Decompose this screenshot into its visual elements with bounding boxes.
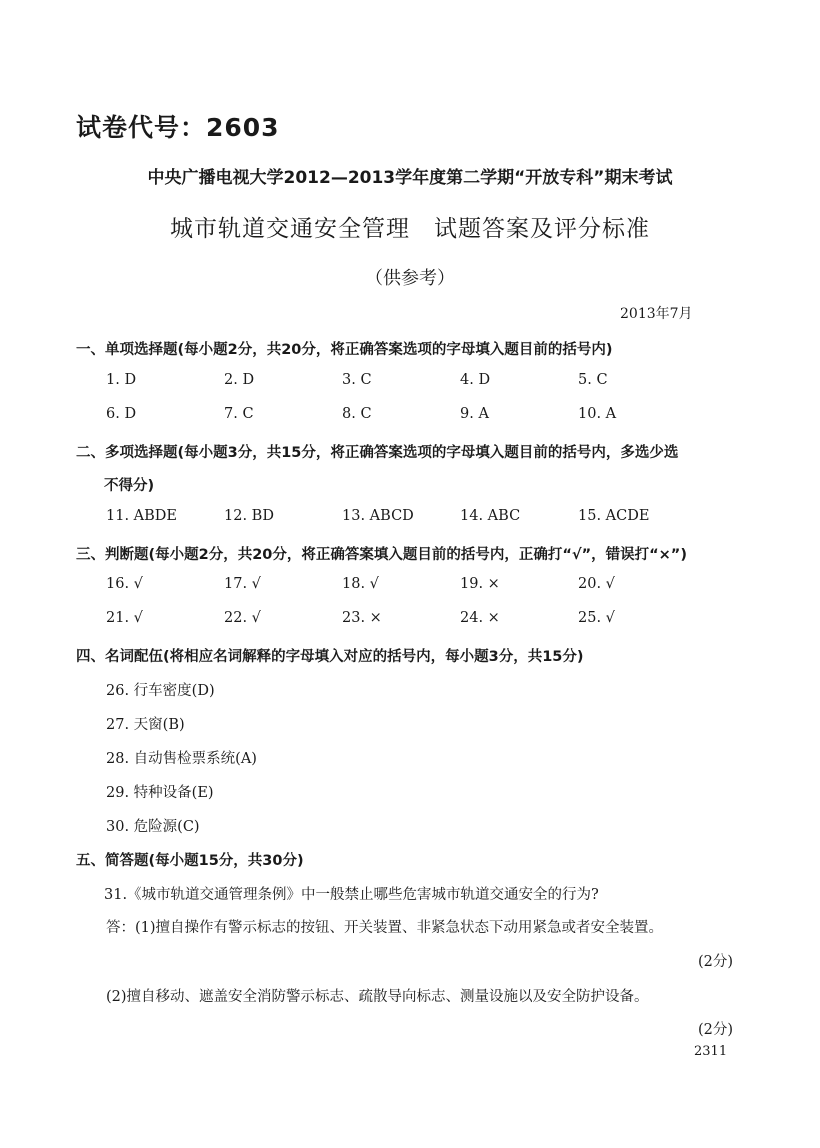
answer-item: 22. √ (224, 610, 261, 626)
answer-item: 21. √ (106, 610, 143, 626)
subtitle: （供参考） (365, 268, 455, 289)
exam-date: 2013年7月 (620, 306, 693, 322)
term-item: 26. 行车密度(D) (106, 683, 215, 699)
exam-title: 中央广播电视大学2012—2013学年度第二学期“开放专科”期末考试 (147, 168, 673, 188)
answer-item: 13. ABCD (342, 508, 414, 524)
paper-code: 试卷代号：2603 (76, 113, 280, 142)
answer-item: 10. A (578, 406, 617, 422)
section4-title: 四、名词配伍(将相应名词解释的字母填入对应的括号内，每小题3分，共15分) (76, 649, 584, 665)
section1-title: 一、单项选择题(每小题2分，共20分，将正确答案选项的字母填入题目前的括号内) (76, 342, 613, 358)
answer-item: 14. ABC (460, 508, 521, 524)
answer-row (0, 610, 820, 632)
answer-row (0, 406, 820, 428)
answer-item: 11. ABDE (106, 508, 178, 524)
score-1: (2分) (698, 954, 734, 970)
answer-item: 4. D (460, 372, 491, 388)
answer-item: 15. ACDE (578, 508, 650, 524)
answer-item: 17. √ (224, 576, 261, 592)
answer-line-1: 答：(1)擅自操作有警示标志的按钮、开关装置、非紧急状态下动用紧急或者安全装置。 (106, 920, 664, 936)
answer-line-2: (2)擅自移动、遮盖安全消防警示标志、疏散导向标志、测量设施以及安全防护设备。 (106, 989, 649, 1005)
answer-item: 25. √ (578, 610, 615, 626)
answer-item: 3. C (342, 372, 372, 388)
answer-item: 19. × (460, 576, 500, 592)
answer-item: 18. √ (342, 576, 379, 592)
paper-title: 城市轨道交通安全管理 试题答案及评分标准 (170, 216, 650, 242)
term-item: 29. 特种设备(E) (106, 785, 214, 801)
answer-row (0, 508, 820, 530)
answer-item: 2. D (224, 372, 255, 388)
section2-title-cont: 不得分) (104, 478, 155, 494)
page-number: 2311 (694, 1044, 728, 1059)
section2-title: 二、多项选择题(每小题3分，共15分，将正确答案选项的字母填入题目前的括号内，多选少选 (76, 445, 679, 461)
answer-item: 6. D (106, 406, 137, 422)
answer-item: 9. A (460, 406, 489, 422)
answer-item: 24. × (460, 610, 500, 626)
answer-row (0, 372, 820, 394)
answer-item: 20. √ (578, 576, 615, 592)
answer-item: 12. BD (224, 508, 274, 524)
section5-title: 五、简答题(每小题15分，共30分) (76, 853, 304, 869)
answer-item: 7. C (224, 406, 254, 422)
answer-row (0, 576, 820, 598)
question-31: 31.《城市轨道交通管理条例》中一般禁止哪些危害城市轨道交通安全的行为? (104, 887, 599, 903)
term-item: 30. 危险源(C) (106, 819, 200, 835)
answer-item: 5. C (578, 372, 608, 388)
answer-item: 8. C (342, 406, 372, 422)
term-item: 27. 天窗(B) (106, 717, 185, 733)
answer-item: 1. D (106, 372, 137, 388)
score-2: (2分) (698, 1022, 734, 1038)
section3-title: 三、判断题(每小题2分，共20分，将正确答案填入题目前的括号内，正确打“√”，错误打“×”) (76, 547, 687, 563)
answer-item: 23. × (342, 610, 382, 626)
term-item: 28. 自动售检票系统(A) (106, 751, 257, 767)
answer-item: 16. √ (106, 576, 143, 592)
